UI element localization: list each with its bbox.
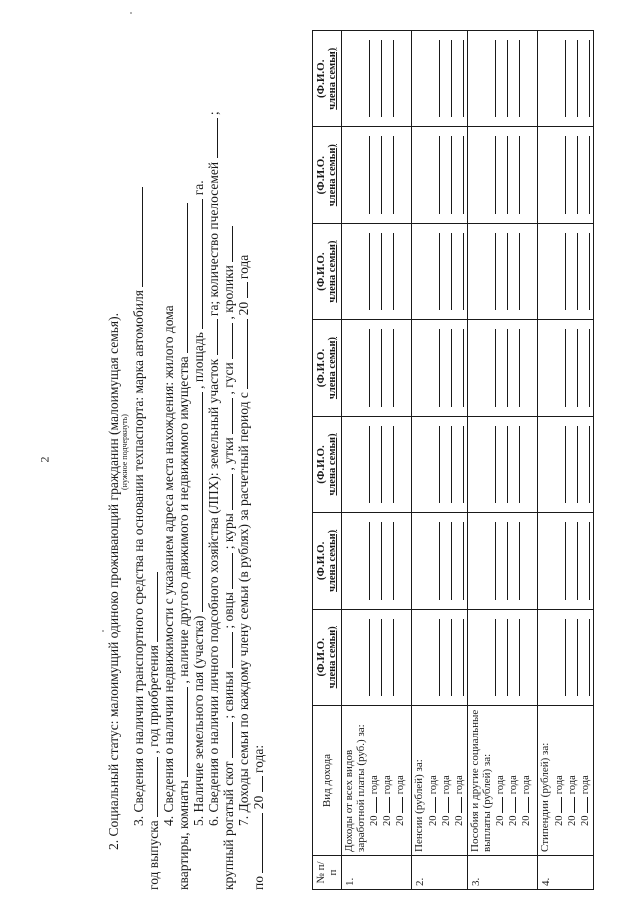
member-col-header [313,609,342,705]
member-col-header [313,320,342,416]
amount-line [494,329,496,406]
amount-line [564,233,566,310]
amount-line [392,40,394,117]
year-field[interactable] [393,797,403,813]
year-line [519,709,532,852]
amount-line [462,426,464,503]
member-amount-cell[interactable] [468,513,538,609]
amount-line [506,233,508,310]
member-sub: члена семьи) [327,529,338,592]
year-word: года [440,775,452,795]
form-header [106,30,266,890]
year-word: года [427,775,439,795]
year-line [493,709,506,852]
semicolon: ; [206,111,221,116]
social-status-line [106,30,121,890]
year-line [552,709,565,852]
member-amount-cell[interactable] [468,127,538,223]
amount-line [450,233,452,310]
amount-line [368,619,370,696]
year-field[interactable] [578,797,588,813]
member-amount-cell[interactable] [342,223,412,319]
member-amount-cell[interactable] [538,513,594,609]
member-sub: члена семьи) [327,626,338,689]
amount-line [392,233,394,310]
member-amount-cell[interactable] [412,416,468,512]
cattle-field[interactable] [221,722,233,758]
household-line [206,30,221,890]
amount-line [450,619,452,696]
amount-line [506,329,508,406]
year-century: 20 [521,815,532,826]
purchase-year-label: , год приобретения [146,645,161,754]
table-row [412,31,468,890]
member-col-header [313,31,342,127]
geese-field[interactable] [221,323,233,359]
member-amount-cell[interactable] [412,223,468,319]
amount-line [462,329,464,406]
amount-line [588,136,590,213]
member-amount-cell[interactable] [412,513,468,609]
property-line [161,30,176,890]
member-amount-cell[interactable] [538,223,594,319]
year-century: 20 [440,815,452,826]
amount-line [380,522,382,599]
amount-line [576,40,578,117]
amount-line [380,233,382,310]
year-line [452,709,465,852]
year-century: 20 [427,815,439,826]
member-amount-cell[interactable] [342,513,412,609]
income-table-body [342,31,594,890]
year-word: года [495,775,506,795]
amount-line [438,619,440,696]
amount-line [392,426,394,503]
ducks-field[interactable] [221,398,233,434]
amount-line [588,233,590,310]
amount-line [462,619,464,696]
amount-line [450,136,452,213]
amount-line [450,40,452,117]
vehicle-year-line [146,30,161,890]
amount-line [462,522,464,599]
amount-line [564,329,566,406]
family-income-label: 7. Доходы семьи по каждому члену семьи (в рублях) за расчетный период с [236,392,251,826]
member-title: (Ф.И.О. [315,59,327,98]
amount-line [438,426,440,503]
scan-speck [130,12,132,14]
beehives-label: га; количество пчелосемей [206,161,221,317]
amount-line [588,40,590,117]
member-amount-cell[interactable] [468,609,538,705]
period-start-field[interactable] [236,319,248,389]
amount-line [588,329,590,406]
amount-line [450,329,452,406]
amount-line [494,619,496,696]
amount-line [564,619,566,696]
year-word: года [553,775,565,795]
member-amount-cell[interactable] [342,31,412,127]
rabbits-label: , кролики [221,265,236,320]
amount-line [518,329,520,406]
year-field[interactable] [565,797,575,813]
amount-line [576,522,578,599]
member-amount-cell[interactable] [538,31,594,127]
member-amount-cell[interactable] [538,320,594,416]
year-field[interactable] [452,797,462,813]
row-number: 2. [412,856,468,890]
year-field[interactable] [506,797,516,813]
period-start-year-field[interactable] [236,283,248,299]
vehicle-line [131,30,146,890]
household-label: 6. Сведения о наличии личного подсобного хозяйства (ЛПХ): земельный участок [206,358,221,826]
col-kind-header: Вид дохода [313,706,342,856]
year-word: года [395,775,406,795]
income-table [312,30,594,890]
amount-line [450,426,452,503]
amount-line [564,136,566,213]
amount-line [588,426,590,503]
year-word: года [508,775,519,795]
amount-line [380,329,382,406]
income-kind-label: Доходы от всех видов заработной платы (руб.) за: [343,724,367,852]
year-word: года [382,775,393,795]
member-title: (Ф.И.О. [315,638,327,677]
release-year-field[interactable] [146,757,158,817]
year-word: года [566,775,578,795]
purchase-year-field[interactable] [146,572,158,642]
area-field[interactable] [191,199,203,329]
apartment-field[interactable] [176,687,188,777]
amount-line [576,619,578,696]
table-row [538,31,594,890]
member-amount-cell[interactable] [468,223,538,319]
amount-line [368,136,370,213]
amount-line [380,619,382,696]
member-amount-cell[interactable] [342,320,412,416]
year-century: 20 [453,815,465,826]
member-title: (Ф.И.О. [315,445,327,484]
amount-line [462,40,464,117]
member-col-header [313,223,342,319]
land-share-line [191,30,206,890]
member-amount-cell[interactable] [342,609,412,705]
amount-line [380,136,382,213]
member-amount-cell[interactable] [412,609,468,705]
member-amount-cell[interactable] [468,31,538,127]
year-field[interactable] [439,797,449,813]
year-line [367,709,380,852]
period-end-year-field[interactable] [251,776,263,792]
member-sub: члена семьи) [327,240,338,303]
land-share-field[interactable] [191,392,203,612]
amount-line [380,40,382,117]
amount-line [368,522,370,599]
year-century: 20 [553,815,565,826]
member-sub: члена семьи) [327,336,338,400]
member-amount-cell[interactable] [468,320,538,416]
member-amount-cell[interactable] [468,416,538,512]
member-sub: члена семьи) [327,47,338,110]
member-amount-cell[interactable] [538,127,594,223]
year-word: года [521,775,532,795]
year-field[interactable] [519,797,529,813]
row-number: 3. [468,856,538,890]
year-line [565,709,578,852]
amount-line [438,522,440,599]
member-amount-cell[interactable] [538,416,594,512]
income-kind-cell [538,706,594,856]
year-word: года [579,775,591,795]
amount-line [576,426,578,503]
amount-line [494,426,496,503]
vehicle-text: 3. Сведения о наличии транспортного средства на основании техпаспорта: марка автомобиля [131,290,146,826]
year-line [393,709,406,852]
year-line [506,709,519,852]
amount-line [506,522,508,599]
amount-line [518,619,520,696]
period-end-field[interactable] [251,813,263,873]
amount-line [462,136,464,213]
cattle-label: крупный рогатый скот [221,761,236,890]
ducks-label: , утки [221,437,236,471]
property-line-2 [176,30,191,890]
member-sub: члена семьи) [327,144,338,207]
amount-line [564,426,566,503]
year-century: 20 [495,815,506,826]
vehicle-year-label: год выпуска [146,820,161,890]
member-amount-cell[interactable] [412,127,468,223]
rotated-page [50,30,590,890]
member-col-header [313,416,342,512]
livestock-line [221,30,236,890]
amount-line [494,522,496,599]
row-number: 1. [342,856,412,890]
amount-line [368,426,370,503]
amount-line [368,329,370,406]
member-title: (Ф.И.О. [315,252,327,291]
sheep-field[interactable] [221,553,233,589]
amount-line [518,233,520,310]
member-title: (Ф.И.О. [315,348,327,388]
amount-line [518,136,520,213]
amount-line [450,522,452,599]
member-amount-cell[interactable] [412,31,468,127]
amount-line [438,233,440,310]
amount-line [438,40,440,117]
amount-line [506,136,508,213]
period-start-century: 20 [236,301,251,316]
amount-line [380,426,382,503]
period-end-line [251,30,266,890]
period-start-year-word: года [236,254,251,280]
amount-line [576,233,578,310]
amount-line [588,522,590,599]
year-line [380,709,393,852]
rabbits-field[interactable] [221,226,233,262]
year-line [426,709,439,852]
amount-line [506,619,508,696]
amount-line [494,40,496,117]
amount-line [438,329,440,406]
period-end-century: 20 [251,795,266,810]
pigs-field[interactable] [221,632,233,668]
member-amount-cell[interactable] [342,416,412,512]
year-field[interactable] [367,797,377,813]
hectare-unit: га. [191,180,206,196]
period-end-year-word: года: [251,744,266,774]
year-line [578,709,591,852]
amount-line [462,233,464,310]
pigs-label: ; свиньи [221,671,236,719]
amount-line [392,136,394,213]
income-kind-label: Пособия и другие социальные выплаты (рублей) за: [469,709,493,852]
year-line [439,709,452,852]
amount-line [506,426,508,503]
property-text: 4. Сведения о наличии недвижимости с указанием адреса места нахождения: жилого дома [161,305,176,826]
amount-line [392,329,394,406]
member-col-header [313,127,342,223]
table-row [468,31,538,890]
land-share-label: 5. Наличие земельного пая (участка) [191,615,206,826]
table-header-row [313,31,342,890]
member-title: (Ф.И.О. [315,541,327,581]
note-line [121,30,131,890]
year-word: года [453,775,465,795]
member-amount-cell[interactable] [342,127,412,223]
amount-line [494,233,496,310]
car-brand-field[interactable] [131,187,143,287]
year-field[interactable] [426,797,436,813]
income-kind-label: Стипендии (рублей) за: [539,742,551,852]
amount-line [588,619,590,696]
col-number-header: № п/п [313,856,342,890]
geese-label: , гуси [221,362,236,395]
amount-line [506,40,508,117]
year-century: 20 [579,815,591,826]
year-field[interactable] [493,797,503,813]
amount-line [518,426,520,503]
year-century: 20 [508,815,519,826]
amount-line [494,136,496,213]
income-kind-label: Пенсии (рублей) за: [413,759,425,852]
year-word: года [369,775,380,795]
plot-field[interactable] [206,319,218,355]
beehives-field[interactable] [206,119,218,159]
year-century: 20 [395,815,406,826]
amount-line [438,136,440,213]
amount-line [392,619,394,696]
member-title: (Ф.И.О. [315,155,327,195]
chickens-field[interactable] [221,474,233,510]
table-row [342,31,412,890]
year-century: 20 [369,815,380,826]
income-kind-cell [342,706,412,856]
income-kind-cell [412,706,468,856]
chickens-label: ; куры [221,513,236,550]
other-property-field[interactable] [176,203,188,353]
amount-line [518,40,520,117]
amount-line [368,233,370,310]
amount-line [564,522,566,599]
social-status-text: 2. Социальный статус: малоимущий одиноко проживающий гражданин (малоимущая семья). [106,312,121,850]
amount-line [518,522,520,599]
amount-line [576,136,578,213]
row-number: 4. [538,856,594,890]
amount-line [392,522,394,599]
member-col-header [313,513,342,609]
income-kind-cell [468,706,538,856]
other-property-label: , наличие другого движимого и недвижимого имущества [176,356,191,684]
apartment-label: квартиры, комнаты [176,780,191,890]
underline-note: (нужное подчеркнуть) [120,414,129,490]
member-sub: члена семьи) [327,433,338,496]
sheep-label: ; овцы [221,592,236,629]
member-amount-cell[interactable] [538,609,594,705]
area-label: , площадь [191,332,206,389]
year-field[interactable] [552,797,562,813]
amount-line [368,40,370,117]
year-century: 20 [382,815,393,826]
page-number: 2 [37,456,52,463]
period-end-prefix: по [251,876,266,890]
member-amount-cell[interactable] [412,320,468,416]
amount-line [564,40,566,117]
amount-line [576,329,578,406]
family-income-line [236,30,251,890]
year-century: 20 [566,815,578,826]
year-field[interactable] [380,797,390,813]
